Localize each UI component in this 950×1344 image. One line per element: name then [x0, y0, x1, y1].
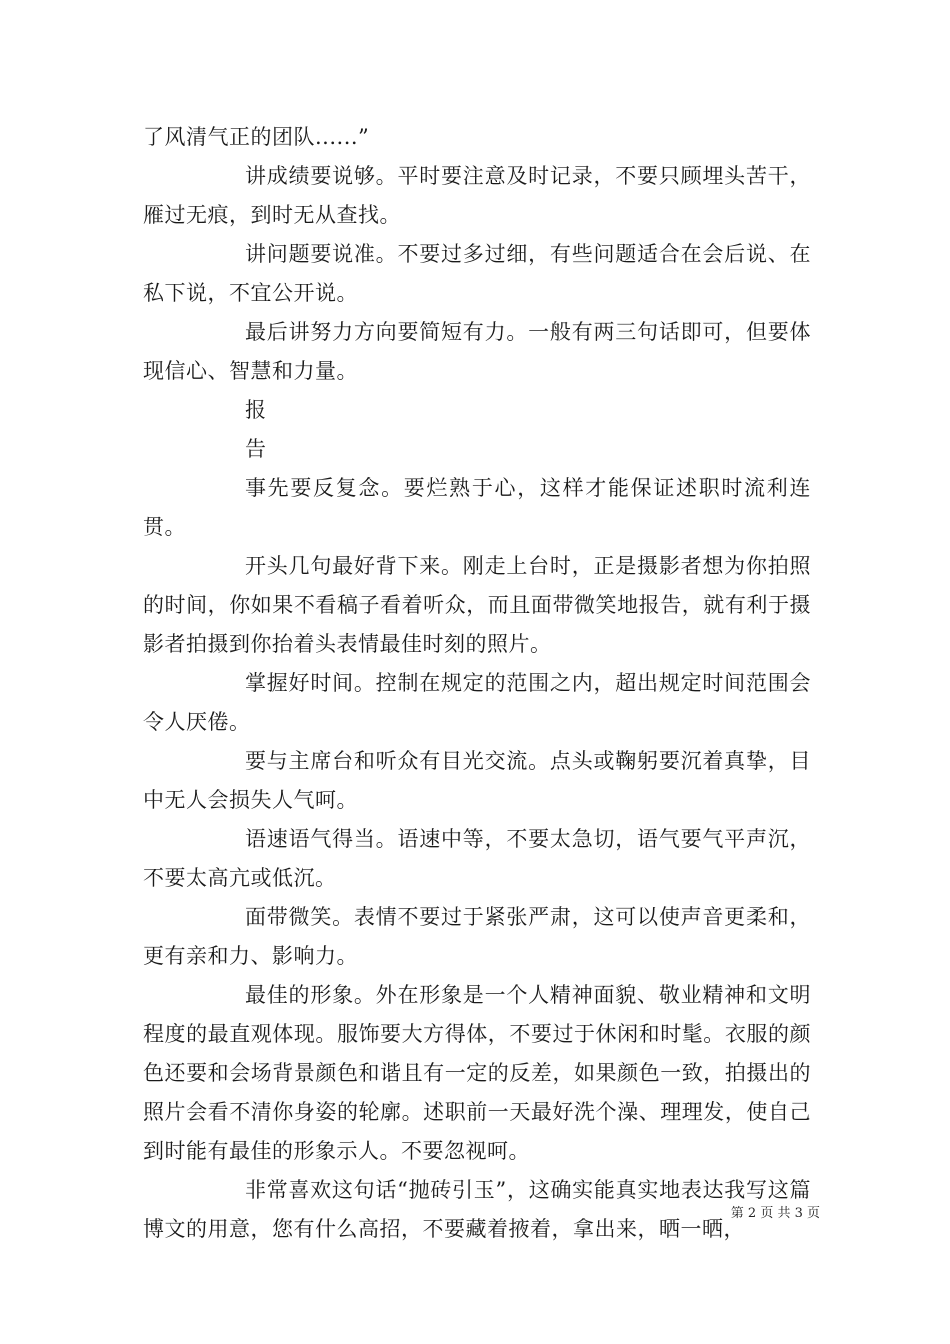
paragraph: 讲问题要说准。不要过多过细，有些问题适合在会后说、在私下说，不宜公开说。 — [143, 242, 811, 305]
paragraph: 掌握好时间。控制在规定的范围之内，超出规定时间范围会令人厌倦。 — [143, 671, 811, 734]
page-number-footer: 第 2 页 共 3 页 — [730, 1206, 820, 1221]
section-heading-char: 告 — [245, 437, 267, 461]
paragraph: 最后讲努力方向要简短有力。一般有两三句话即可，但要体现信心、智慧和力量。 — [143, 320, 811, 383]
paragraph: 最佳的形象。外在形象是一个人精神面貌、敬业精神和文明程度的最直观体现。服饰要大方得体，不要过于休闲和时髦。衣服的颜色还要和会场背景颜色和谐且有一定的反差，如果颜色一致，拍摄出的照片会看不清你身姿的轮廓。述职前一天最好洗个澡、理理发，使自己到时能有最佳的形象示人。不要忽视呵。 — [143, 983, 811, 1163]
paragraph: 要与主席台和听众有目光交流。点头或鞠躬要沉着真挚，目中无人会损失人气呵。 — [143, 749, 811, 812]
paragraph: 面带微笑。表情不要过于紧张严肃，这可以使声音更柔和，更有亲和力、影响力。 — [143, 905, 811, 968]
document-body — [143, 118, 811, 1249]
paragraph: 事先要反复念。要烂熟于心，这样才能保证述职时流利连贯。 — [143, 476, 811, 539]
paragraph: 讲成绩要说够。平时要注意及时记录，不要只顾埋头苦干，雁过无痕，到时无从查找。 — [143, 164, 811, 227]
paragraph: 非常喜欢这句话“抛砖引玉”，这确实能真实地表达我写这篇博文的用意，您有什么高招，不要藏着掖着，拿出来，晒一晒， — [143, 1178, 811, 1241]
paragraph: 语速语气得当。语速中等，不要太急切，语气要气平声沉，不要太高亢或低沉。 — [143, 827, 811, 890]
section-heading-char: 报 — [245, 398, 267, 422]
paragraph-continuation: 了风清气正的团队......” — [143, 125, 370, 149]
paragraph: 开头几句最好背下来。刚走上台时，正是摄影者想为你拍照的时间，你如果不看稿子看着听众，而且面带微笑地报告，就有利于摄影者拍摄到你抬着头表情最佳时刻的照片。 — [143, 554, 811, 656]
